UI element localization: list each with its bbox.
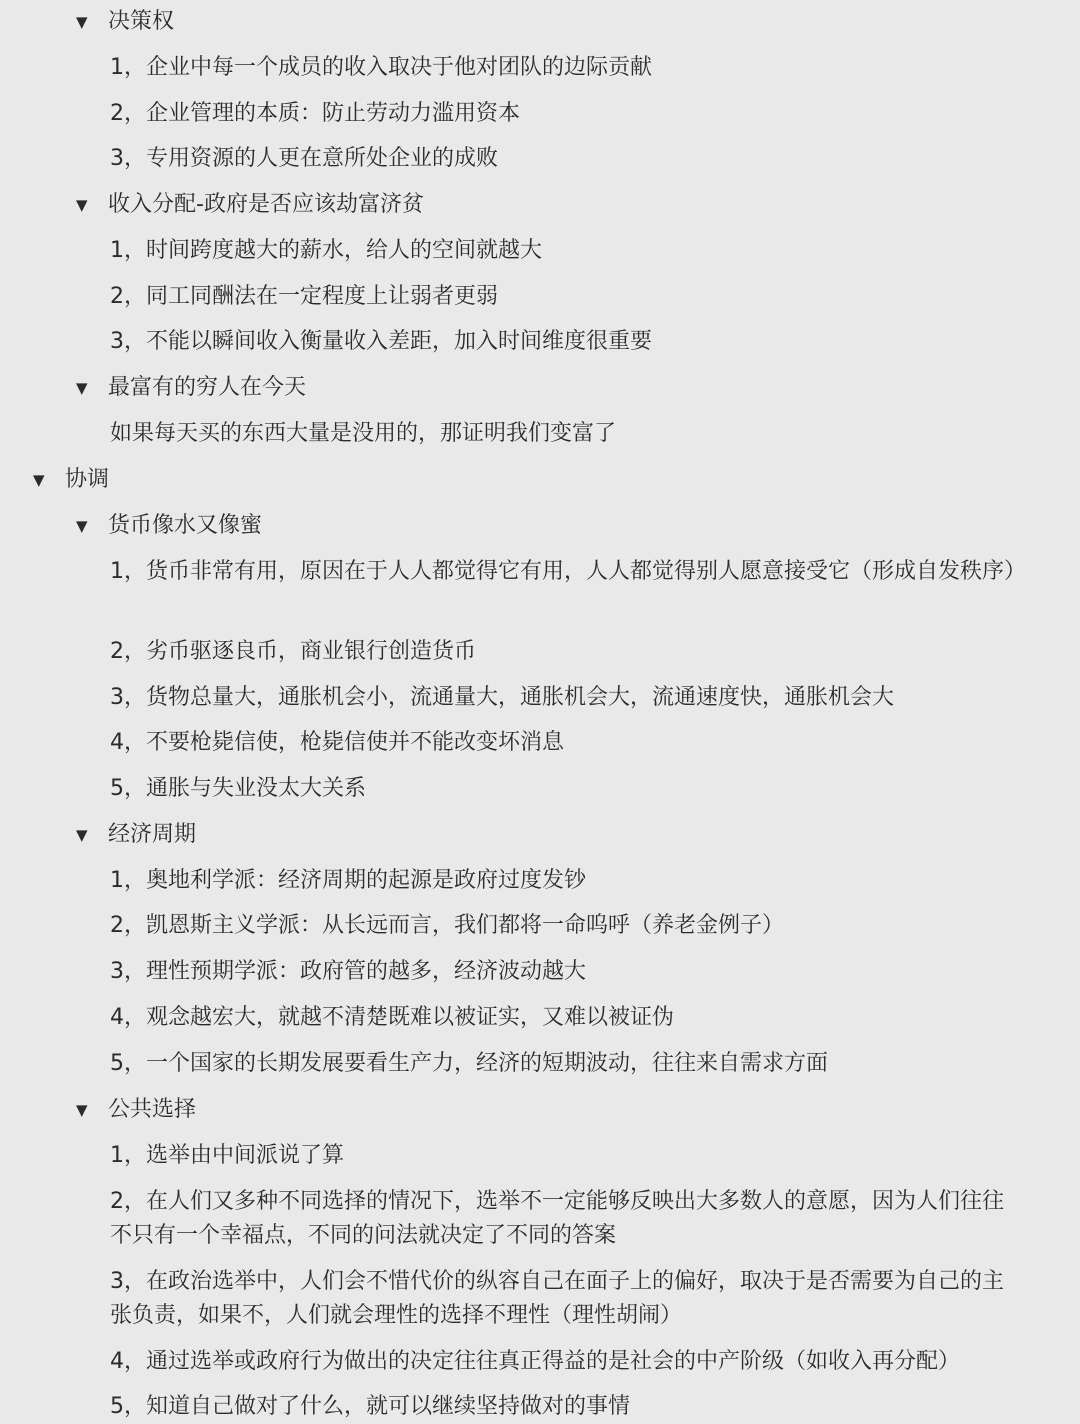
outline-item: 2，同工同酬法在一定程度上让弱者更弱: [110, 284, 498, 309]
collapse-triangle-icon[interactable]: ▼: [76, 826, 88, 844]
outline-heading-money: 货币像水又像蜜: [108, 513, 263, 538]
outline-heading-cycle: 经济周期: [108, 822, 197, 847]
outline-heading-coordination: 协调: [65, 467, 110, 492]
collapse-triangle-icon[interactable]: ▼: [76, 196, 88, 214]
outline-item: 3，货物总量大，通胀机会小，流通量大，通胀机会大，流通速度快，通胀机会大: [110, 685, 894, 710]
outline-item: 2，凯恩斯主义学派：从长远而言，我们都将一命呜呼（养老金例子）: [110, 913, 784, 938]
outline-item: 4，不要枪毙信使，枪毙信使并不能改变坏消息: [110, 730, 564, 755]
outline-item: 4，观念越宏大，就越不清楚既难以被证实，又难以被证伪: [110, 1005, 674, 1030]
outline-item: 1，货币非常有用，原因在于人人都觉得它有用，人人都觉得别人愿意接受它（形成自发秩序）: [110, 559, 1027, 584]
outline-item: 如果每天买的东西大量是没用的，那证明我们变富了: [110, 421, 617, 446]
outline-heading-richest: 最富有的穷人在今天: [108, 375, 307, 400]
collapse-triangle-icon[interactable]: ▼: [33, 471, 45, 489]
outline-item: 3，理性预期学派：政府管的越多，经济波动越大: [110, 959, 586, 984]
outline-item: 1，时间跨度越大的薪水，给人的空间就越大: [110, 238, 542, 263]
outline-heading-income: 收入分配-政府是否应该劫富济贫: [108, 192, 424, 217]
outline-item: 5，一个国家的长期发展要看生产力，经济的短期波动，往往来自需求方面: [110, 1051, 828, 1076]
outline-item: 3，专用资源的人更在意所处企业的成败: [110, 146, 498, 171]
collapse-triangle-icon[interactable]: ▼: [76, 1101, 88, 1119]
outline-item: 2，劣币驱逐良币，商业银行创造货币: [110, 639, 476, 664]
collapse-triangle-icon[interactable]: ▼: [76, 517, 88, 535]
outline-heading-public-choice: 公共选择: [108, 1097, 197, 1122]
collapse-triangle-icon[interactable]: ▼: [76, 13, 88, 31]
outline-item: 3，在政治选举中，人们会不惜代价的纵容自己在面子上的偏好，取决于是否需要为自己的主张负责，如果不，人们就会理性的选择不理性（理性胡闹）: [110, 1269, 1005, 1328]
outline-item: 5，知道自己做对了什么，就可以继续坚持做对的事情: [110, 1394, 630, 1419]
outline-item: 1，企业中每一个成员的收入取决于他对团队的边际贡献: [110, 55, 652, 80]
collapse-triangle-icon[interactable]: ▼: [76, 379, 88, 397]
outline-item: 1，奥地利学派：经济周期的起源是政府过度发钞: [110, 868, 586, 893]
outline-item: 5，通胀与失业没太大关系: [110, 776, 366, 801]
outline-item: 1，选举由中间派说了算: [110, 1143, 344, 1168]
outline-heading-decision: 决策权: [108, 9, 175, 34]
outline-item: 4，通过选举或政府行为做出的决定往往真正得益的是社会的中产阶级（如收入再分配）: [110, 1349, 960, 1374]
outline-item: 2，企业管理的本质：防止劳动力滥用资本: [110, 101, 520, 126]
outline-item: 2，在人们又多种不同选择的情况下，选举不一定能够反映出大多数人的意愿，因为人们往往不只有一个幸福点，不同的问法就决定了不同的答案: [110, 1189, 1005, 1248]
outline-item: 3，不能以瞬间收入衡量收入差距，加入时间维度很重要: [110, 329, 652, 354]
